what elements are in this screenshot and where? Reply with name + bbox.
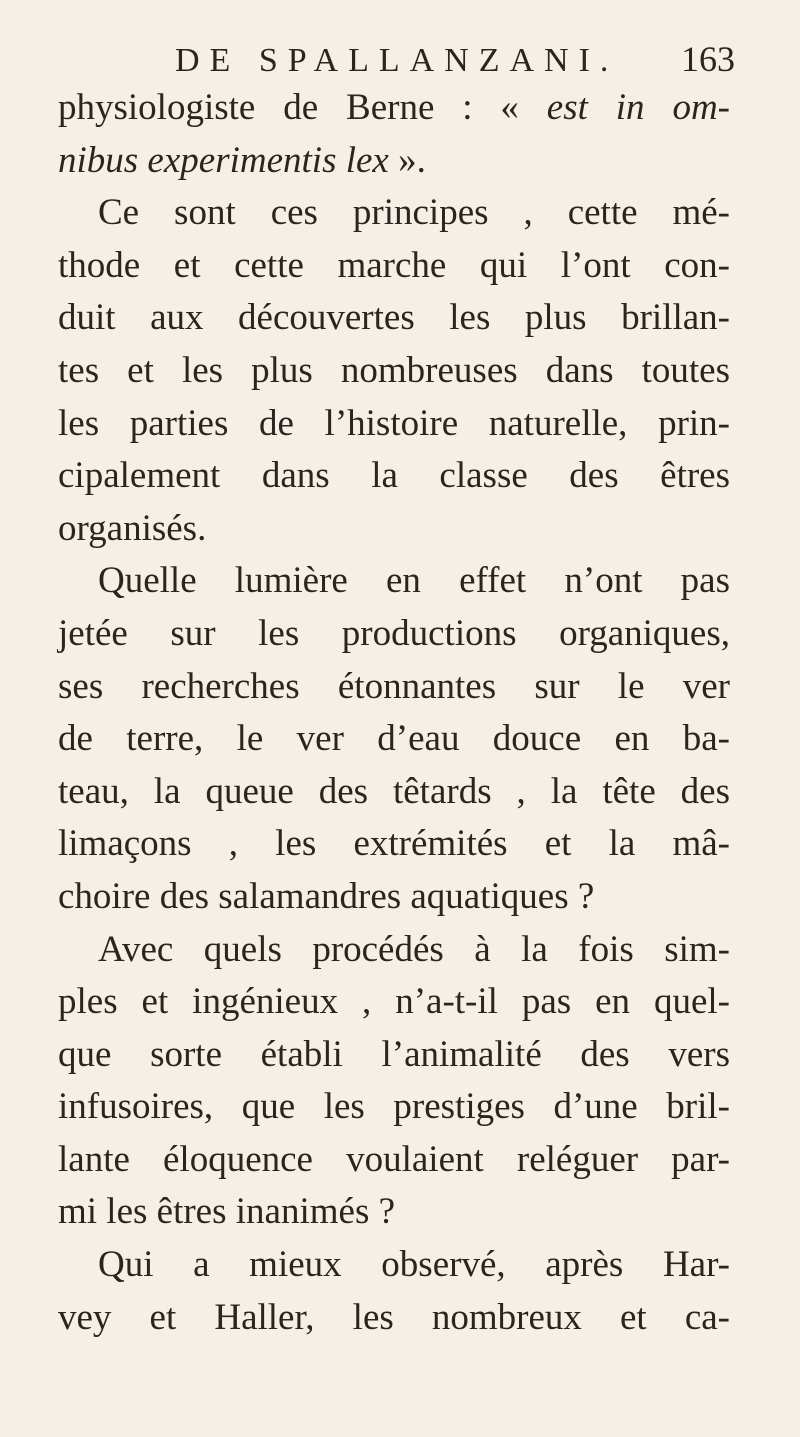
text-line: organisés.: [58, 507, 207, 549]
text-line: limaçons , les extrémités et la mâ-: [58, 823, 730, 865]
text-line: nibus experimentis lex ».: [58, 139, 426, 181]
text-line: thode et cette marche qui l’ont con-: [58, 244, 730, 286]
text-line: les parties de l’histoire naturelle, prin-: [58, 402, 730, 444]
text-line: de terre, le ver d’eau douce en ba-: [58, 718, 730, 760]
text-line: mi les êtres inanimés ?: [58, 1191, 396, 1233]
text-line: physiologiste de Berne : « est in om-: [58, 87, 730, 128]
text-line: jetée sur les productions organiques,: [58, 612, 730, 654]
text-line: que sorte établi l’animalité des vers: [58, 1033, 730, 1075]
text-line: vey et Haller, les nombreux et ca-: [58, 1296, 730, 1338]
text-line: infusoires, que les prestiges d’une bril-: [58, 1086, 730, 1128]
page-number: 163: [681, 39, 735, 79]
text-line: Quelle lumière en effet n’ont pas: [98, 560, 730, 602]
text-line: cipalement dans la classe des êtres: [58, 455, 730, 497]
text-line: Avec quels procédés à la fois sim-: [98, 928, 730, 970]
running-head: [175, 38, 735, 88]
body-text: [58, 82, 730, 1344]
text-line: ses recherches étonnantes sur le ver: [58, 665, 730, 707]
running-head-title: DE SPALLANZANI.: [175, 42, 619, 79]
text-line: teau, la queue des têtards , la tête des: [58, 770, 730, 812]
text-line: choire des salamandres aquatiques ?: [58, 875, 595, 917]
text-line: ples et ingénieux , n’a-t-il pas en quel-: [58, 981, 730, 1023]
text-line: lante éloquence voulaient reléguer par-: [58, 1138, 730, 1180]
text-line: Qui a mieux observé, après Har-: [98, 1244, 730, 1286]
text-line: duit aux découvertes les plus brillan-: [58, 297, 730, 339]
text-line: Ce sont ces principes , cette mé-: [98, 192, 730, 234]
text-line: tes et les plus nombreuses dans toutes: [58, 349, 730, 391]
